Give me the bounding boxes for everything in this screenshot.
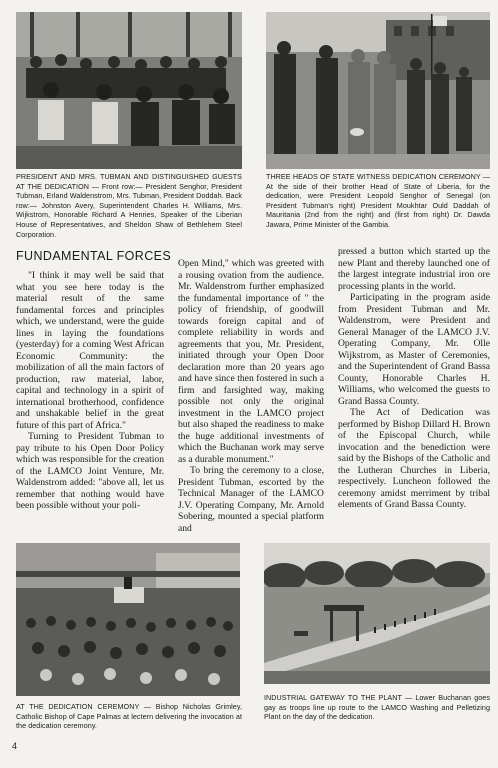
- article-paragraph: "I think it may well be said that what you see here today is the material result of the same fundamental forces and principles which, we understand, were the guide lines in laying the foundations (yesterday) for a coming West African Economic Community: the mobilization of all the main factors of production, raw material, labor, capital and technology in a spirit of international brotherhood, confidence and unshakable belief in the great future of this part of Africa.": [16, 270, 164, 431]
- article-heading: FUNDAMENTAL FORCES: [16, 249, 172, 263]
- photo-dignitaries-seated: [16, 12, 242, 169]
- caption-industrial-gateway: INDUSTRIAL GATEWAY TO THE PLANT — Lower Buchanan goes gay as troops line up route to the LAMCO Washing and Pelletizing Plant on the day of the dedication.: [264, 693, 490, 722]
- article-paragraph: Participating in the program aside from President Tubman and Mr. Waldenstrom, were President and General Manager of the LAMCO J.V. Operating Company, Mr. Olle Wijkstrom, as Master of Ceremonies, and the Superintendent of Grand Bassa County, Honorable Charles H. Williams, who welcomed the guests to Grand Bassa County.: [338, 292, 490, 407]
- article-paragraph: pressed a button which started up the new Plant and thereby launched one of the largest integrate industrial iron ore processing plants in the world.: [338, 246, 490, 292]
- article-paragraph: Turning to President Tubman to pay tribute to his Open Door Policy which was responsible for the creation of the LAMCO Joint Venture, Mr. Waldenstrom added: "above all, let us remember that nothing would have been possible without your poli-: [16, 431, 164, 511]
- article-column-1: [16, 270, 164, 512]
- article-column-3: [338, 246, 490, 511]
- article-column-2: [178, 258, 324, 534]
- page-number: 4: [12, 741, 18, 751]
- article-paragraph: Open Mind," which was greeted with a rousing ovation from the audience. Mr. Waldenstrom further emphasized the fundamental importance of " the policy of friendship, of goodwill towards foreign capital and of complete reliability in words and agreements that you, Mr. President, initiated through your Open Door declaration more than 20 years ago and have since then fostered in such a firm and farsighted way, making possible not only the original investment in the LAMCO project but also shaped the readiness to make the huge additional investments of which the Buchanan work may serve as a durable monument.": [178, 258, 324, 465]
- article-paragraph: The Act of Dedication was performed by Bishop Dillard H. Brown of the Episcopal Church, while invocation and the benediction were said by the Bishops of the Catholic and the Lutheran Churches in Liberia, respectively. Luncheon followed the ceremony amidst merriment by tribal elements of Grand Bassa County.: [338, 407, 490, 510]
- caption-dignitaries: PRESIDENT AND MRS. TUBMAN AND DISTINGUISHED GUESTS AT THE DEDICATION — Front row:— President Senghor, President Tubman, Erland Waldenstrom, Mrs. Tubman, President Doddah. Back row:— Johnston Avery, Superintendent Charles H. Williams, Mrs. Wijkstrom, Honorable Richard A Henries, Speaker of the Liberian House of Representatives, and Sheldon Shaw of Bethlehem Steel Corporation.: [16, 172, 242, 239]
- article-paragraph: To bring the ceremony to a close, President Tubman, escorted by the Technical Manager of the LAMCO J.V. Operating Company, Mr. Arnold Sobering, mounted a special platform and: [178, 465, 324, 534]
- caption-heads-of-state: THREE HEADS OF STATE WITNESS DEDICATION CEREMONY — At the side of their brother Head of State of Liberia, for the dedication, were President Leopold Senghor of Senegal (on President Tubman's right) President Moukhtar Ould Daddah of Mauritania (2nd from the right) and (first from right) Dr. Dawda Jawara, Prime Minister of the Gambia.: [266, 172, 490, 229]
- caption-dedication-ceremony: AT THE DEDICATION CEREMONY — Bishop Nicholas Grimley, Catholic Bishop of Cape Palmas at lectern delivering the invocation at the dedication ceremony.: [16, 702, 242, 731]
- photo-dedication-ceremony: [16, 543, 240, 696]
- photo-heads-of-state: [266, 12, 490, 169]
- photo-industrial-gateway: [264, 543, 490, 684]
